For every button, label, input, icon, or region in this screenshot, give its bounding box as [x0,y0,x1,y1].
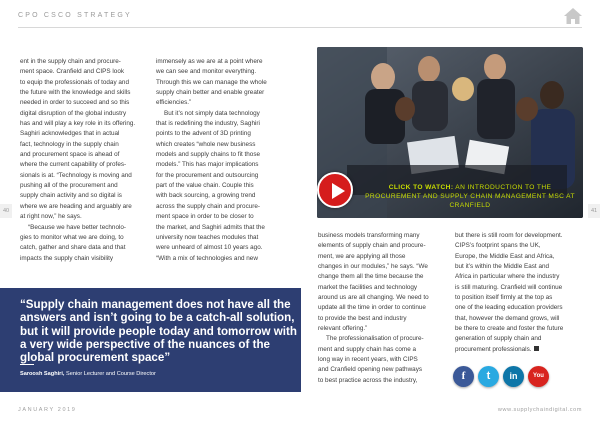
section-title: CPO CSCO STRATEGY [18,12,132,19]
text-line: change them all the time because the [318,273,424,281]
text-line: has and will play a key role in its offering. [20,120,136,128]
text-line: where the current capability of profes- [20,161,127,169]
text-line: points to the advent of 3D printing [156,130,251,138]
text-line: but it’s within the Middle East and [455,263,550,271]
text-line: sionals is at. “Technology is moving and [20,171,132,179]
twitter-icon[interactable]: t [478,366,499,387]
text-line: gies to monitor what we are doing, to [20,233,124,241]
text-line: long way in recent years, with CIPS [318,356,418,364]
end-mark-icon [534,346,539,351]
linkedin-icon[interactable]: in [503,366,524,387]
text-line: to provide the best and industry [318,314,407,322]
text-line: relevant offering.” [318,325,368,333]
text-line: we can see and monitor everything. [156,68,257,76]
text-line: supply chain activity and so digital is [20,192,122,200]
text-line: but there is still room for development. [455,232,563,239]
text-line: changes in our modules,” he says. “We [318,263,428,271]
text-line: immensely as we are at a point where [156,58,263,65]
text-line: to position itself firmly at the top as [455,294,553,302]
text-line: supply chain better and enable greater [156,89,265,97]
quote-divider [20,364,34,365]
text-line: that is redefining the industry, Saghiri [156,120,260,128]
text-line: that, however the demand grows, will [455,314,560,322]
text-line: ent in the supply chain and procure- [20,58,121,65]
text-line: “Because we have better technolo- [28,223,127,231]
text-line: impacts the supply chain visibility [20,254,114,262]
video-caption-text: AN INTRODUCTION TO THE PROCUREMENT AND SUPPLY CHAIN MANAGEMENT MSC AT CRANFIELD [365,184,575,209]
website-link[interactable]: www.supplychaindigital.com [497,407,582,413]
play-button[interactable] [317,172,353,208]
text-line: to equip the professionals of today and [20,78,129,86]
text-line: pushing all of the procurement and [20,182,118,190]
text-line: which creates “whole new business [156,140,256,148]
text-line: business models transforming many [318,232,420,239]
page-number-left: 40 [0,204,12,218]
text-line: with back sourcing, a growing trend [156,192,256,200]
text-line: part of the value chain. Couple this [156,182,254,190]
pull-quote-text: “Supply chain management does not have all the answers and isn’t going to be a catch-all solution, but it will provide people today and tomorrow with a very wide perspective of the nuances of the global procurement space” [20,298,297,365]
text-line: models and supply chains to fit those [156,151,261,159]
text-line: ment and supply chain has come a [318,345,417,353]
quote-attribution-name: Saroosh Saghiri, [20,371,65,377]
article-column-1 [20,57,148,264]
issue-date: JANUARY 2019 [18,407,77,413]
text-line: ment space. Cranfield and CIPS look [20,68,125,76]
text-line: Africa in particular where the industry [455,273,560,281]
text-line: models.” This has major implications [156,161,259,169]
text-line: elements of supply chain and procure- [318,242,426,250]
text-line-content: procurement professionals. [455,345,532,353]
text-line: to best practice across the industry, [318,376,418,384]
article-column-3 [318,231,446,386]
video-caption-lead: CLICK TO WATCH: [388,184,454,191]
text-line: digital disruption of the global industry [20,109,127,117]
text-line: Through this we can manage the whole [156,78,267,86]
video-caption[interactable] [362,183,578,210]
youtube-icon[interactable]: You [528,366,549,387]
text-line: around us are all changing. We need to [318,294,429,302]
text-line: Saghiri acknowledges that in actual [20,130,120,138]
facebook-icon[interactable]: f [453,366,474,387]
text-line: be there to create and foster the future [455,325,564,333]
text-line: were unheard of almost 10 years ago. [156,244,263,252]
text-line: for the procurement and outsourcing [156,171,259,179]
text-line: the future with the knowledge and skills [20,89,131,97]
text-line: efficiencies.” [156,99,192,107]
video-thumbnail[interactable] [317,47,583,218]
text-line: needed in order to succeed and so this [20,99,130,107]
text-line: update all the time in order to continue [318,304,426,312]
text-line: fact, technology in the supply chain [20,140,119,148]
text-line: The professionalisation of procure- [326,335,424,343]
text-line: ment space in order to be closer to [156,213,254,221]
text-line: and Cranfield opening new pathways [318,366,423,374]
text-line: university now teaches modules that [156,233,259,241]
home-icon[interactable] [563,7,583,25]
text-line: generation of supply chain and [455,335,542,343]
text-line: CIPS’s footprint spans the UK, [455,242,541,250]
text-line [455,345,583,355]
text-line: “With a mix of technologies and new [156,254,258,262]
text-line: one of the leading education providers [455,304,563,312]
text-line: the market, and Saghiri admits that the [156,223,265,231]
text-line: catch, gather and share data and that [20,244,126,252]
text-line: across the supply chain and procure- [156,202,261,210]
text-line: ment, we are applying all those [318,252,406,260]
text-line: and procurement space is ahead of [20,151,120,159]
text-line: Europe, the Middle East and Africa, [455,252,555,260]
text-line: But it’s not simply data technology [164,109,260,117]
article-column-2 [156,57,284,264]
text-line: is still maturing. Cranfield will continue [455,283,563,291]
quote-attribution-title: Senior Lecturer and Course Director [64,371,156,377]
page-number-right: 41 [588,204,600,218]
text-line: market the facilities and technology [318,283,418,291]
header-divider [18,27,582,28]
article-column-4 [455,231,583,355]
quote-attribution [20,371,156,377]
text-line: at right now,” he says. [20,213,82,221]
text-line: where we are heading and arguably are [20,202,132,210]
